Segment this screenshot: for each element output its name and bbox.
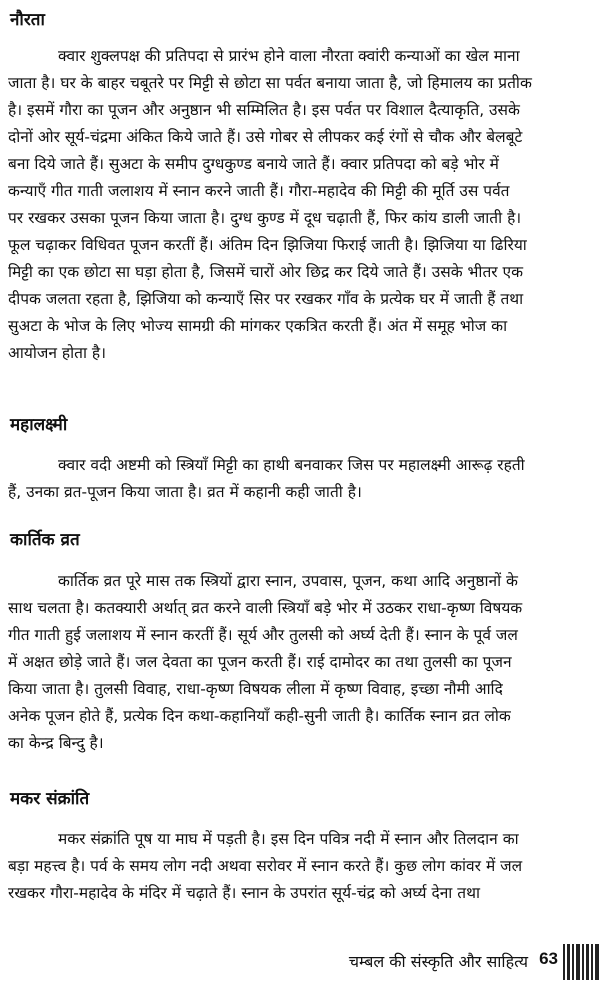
paragraph-kartik-vrat (8, 568, 590, 757)
paragraph-line: रखकर गौरा-महादेव के मंदिर में चढ़ाते हैं। स्नान के उपरांत सूर्य-चंद्र को अर्घ्य देना तथा (8, 884, 481, 902)
section-heading-kartik-vrat: कार्तिक व्रत (10, 530, 80, 550)
paragraph-line: मिट्टी का एक छोटा सा घड़ा होता है, जिसमें चारों ओर छिद्र कर दिये जाते हैं। उसके भीतर एक (8, 263, 524, 281)
paragraph-line: दोनों ओर सूर्य-चंद्रमा अंकित किये जाते हैं। उसे गोबर से लीपकर कई रंगों से चौक और बेलबूटे (8, 128, 523, 146)
paragraph-line: पर रखकर उसका पूजन किया जाता है। दुग्ध कुण्ड में दूध चढ़ाती हैं, फिर कांय डाली जाती है। (8, 209, 522, 227)
paragraph-line: का केन्द्र बिन्दु है। (8, 734, 104, 752)
paragraph-line: दीपक जलता रहता है, झिजिया को कन्याएँ सिर पर रखकर गाँव के प्रत्येक घर में जाती हैं तथा (8, 290, 524, 308)
paragraph-line: जाता है। घर के बाहर चबूतरे पर मिट्टी से छोटा सा पर्वत बनाया जाता है, जो हिमालय का प्रतीक (8, 74, 532, 92)
paragraph-line: अनेक पूजन होते हैं, प्रत्येक दिन कथा-कहानियाँ कही-सुनी जाती है। कार्तिक स्नान व्रत लोक (8, 707, 511, 725)
paragraph-line: साथ चलता है। कतक्यारी अर्थात् व्रत करने वाली स्त्रियाँ बड़े भोर में उठकर राधा-कृष्ण विषयक (8, 599, 523, 617)
paragraph-line: गीत गाती हुई जलाशय में स्नान करतीं हैं। सूर्य और तुलसी को अर्घ्य देती हैं। स्नान के पूर्व जल (8, 626, 518, 644)
paragraph-makar-sankranti (8, 826, 590, 907)
paragraph-line: है। इसमें गौरा का पूजन और अनुष्ठान भी सम्मिलित है। इस पर्वत पर विशाल दैत्याकृति, उसके (8, 101, 520, 119)
page-footer (300, 944, 600, 980)
footer-book-title: चम्बल की संस्कृति और साहित्य (348, 952, 528, 971)
paragraph-line: कार्तिक व्रत पूरे मास तक स्त्रियों द्वारा स्नान, उपवास, पूजन, कथा आदि अनुष्ठानों के (58, 572, 518, 590)
paragraph-line: मकर संक्रांति पूष या माघ में पड़ती है। इस दिन पवित्र नदी में स्नान और तिलदान का (58, 830, 519, 848)
section-heading-makar-sankranti: मकर संक्रांति (10, 789, 90, 809)
paragraph-line: क्वार शुक्लपक्ष की प्रतिपदा से प्रारंभ होने वाला नौरता क्वांरी कन्याओं का खेल माना (58, 47, 520, 65)
paragraph-line: फूल चढ़ाकर विधिवत पूजन करतीं हैं। अंतिम दिन झिजिया फिराई जाती है। झिजिया या ढिरिया (8, 236, 527, 254)
paragraph-naurata (8, 43, 590, 367)
paragraph-line: हैं, उनका व्रत-पूजन किया जाता है। व्रत में कहानी कही जाती है। (8, 483, 362, 501)
decorative-stripes-icon (562, 944, 600, 980)
paragraph-line: में अक्षत छोड़े जाते हैं। जल देवता का पूजन करती हैं। राई दामोदर का तथा तुलसी का पूजन (8, 653, 512, 671)
paragraph-line: किया जाता है। तुलसी विवाह, राधा-कृष्ण विषयक लीला में कृष्ण विवाह, इच्छा नौमी आदि (8, 680, 503, 698)
page-number: 63 (539, 949, 558, 968)
paragraph-line: बना दिये जाते हैं। सुअटा के समीप दुग्धकुण्ड बनाये जाते हैं। क्वार प्रतिपदा को बड़े भोर में (8, 155, 499, 173)
paragraph-line: कन्याएँ गीत गाती जलाशय में स्नान करने जाती हैं। गौरा-महादेव की मिट्टी की मूर्ति उस पर्वत (8, 182, 510, 200)
paragraph-line: सुअटा के भोज के लिए भोज्य सामग्री की मांगकर एकत्रित करती हैं। अंत में समूह भोज का (8, 317, 508, 335)
paragraph-line: आयोजन होता है। (8, 344, 107, 362)
section-heading-naurata: नौरता (10, 10, 45, 30)
section-heading-mahalakshmi: महालक्ष्मी (10, 415, 68, 435)
paragraph-line: बड़ा महत्त्व है। पर्व के समय लोग नदी अथवा सरोवर में स्नान करते हैं। कुछ लोग कांवर में जल (8, 857, 523, 875)
paragraph-line: क्वार वदी अष्टमी को स्त्रियाँ मिट्टी का हाथी बनवाकर जिस पर महालक्ष्मी आरूढ़ रहती (58, 456, 525, 474)
paragraph-mahalakshmi (8, 452, 590, 506)
